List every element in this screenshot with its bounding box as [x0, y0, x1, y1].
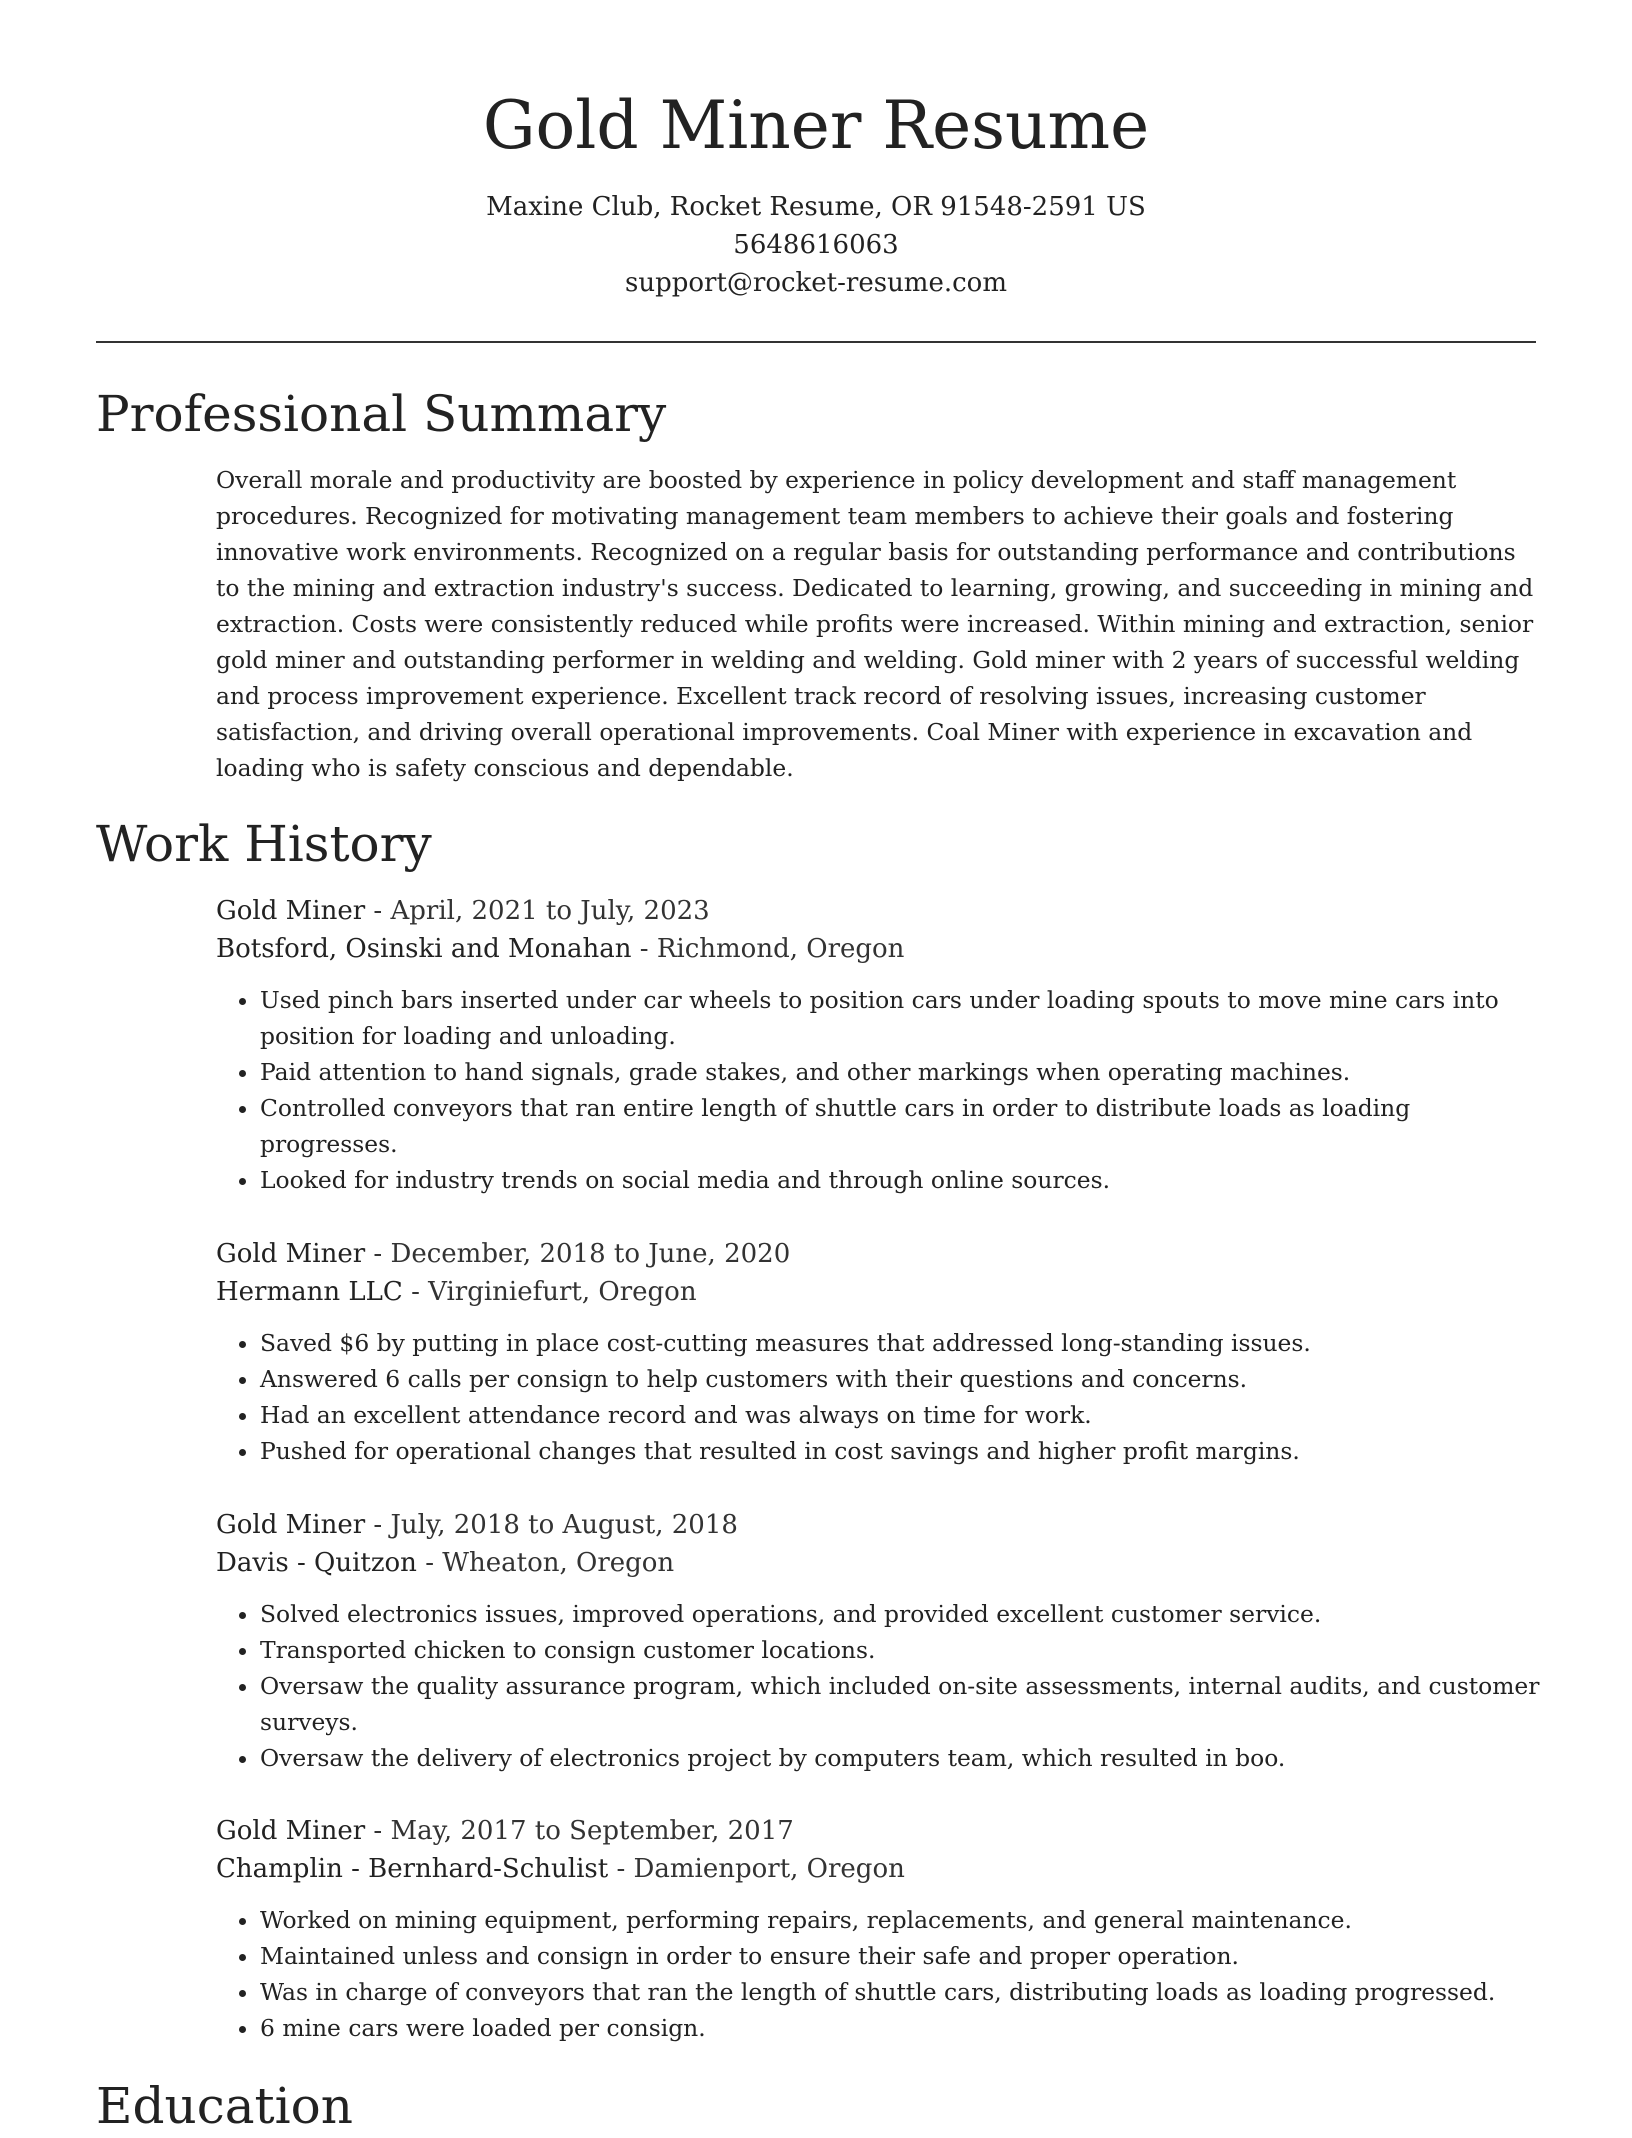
job-entry	[216, 892, 1546, 1198]
job-location: Wheaton, Oregon	[442, 1548, 675, 1578]
job-bullet: • Worked on mining equipment, performing repairs, replacements, and general maintenance.	[260, 1902, 1546, 1938]
section-heading-summary: Professional Summary	[96, 385, 667, 443]
job-title: Gold Miner	[216, 1239, 366, 1269]
summary-text: Overall morale and productivity are boosted by experience in policy development and staff management procedures. Recognized for motivating management team members to achieve their goals and fostering innovative work environments. Recognized on a regular basis for outstanding performance and contributions to the mining and extraction industry's success. Dedicated to learning, growing, and succeeding in mining and extraction. Costs were consistently reduced while profits were increased. Within mining and extraction, senior gold miner and outstanding performer in welding and welding. Gold miner with 2 years of successful welding and process improvement experience. Excellent track record of resolving issues, increasing customer satisfaction, and driving overall operational improvements. Coal Miner with experience in excavation and loading who is safety conscious and dependable.	[216, 466, 1534, 782]
job-bullet-list	[216, 982, 1546, 1198]
section-heading-education: Education	[96, 2077, 353, 2135]
job-bullet-list	[216, 1596, 1546, 1776]
job-bullet: • Oversaw the quality assurance program, which included on-site assessments, internal audits, and customer surveys.	[260, 1668, 1546, 1740]
contact-phone: 5648616063	[733, 230, 899, 260]
job-title-line: Gold Miner - July, 2018 to August, 2018	[216, 1510, 738, 1540]
job-bullet-list	[216, 1325, 1546, 1469]
job-title-line: Gold Miner - May, 2017 to September, 2017	[216, 1816, 794, 1846]
job-bullet: • Answered 6 calls per consign to help customers with their questions and concerns.	[260, 1361, 1546, 1397]
job-bullet: • Had an excellent attendance record and was always on time for work.	[260, 1397, 1546, 1433]
job-bullet: • Controlled conveyors that ran entire length of shuttle cars in order to distribute loads as loading progresses.	[260, 1090, 1546, 1162]
job-company: Hermann LLC	[216, 1277, 403, 1307]
job-bullet: • Paid attention to hand signals, grade stakes, and other markings when operating machines.	[260, 1054, 1546, 1090]
job-company: Davis - Quitzon	[216, 1548, 417, 1578]
resume-header	[0, 78, 1632, 302]
job-title: Gold Miner	[216, 1510, 366, 1540]
job-entry	[216, 1812, 1546, 2046]
job-title-line: Gold Miner - December, 2018 to June, 2020	[216, 1239, 791, 1269]
job-bullet: • Oversaw the delivery of electronics project by computers team, which resulted in boo.	[260, 1740, 1546, 1776]
job-bullet: • 6 mine cars were loaded per consign.	[260, 2010, 1546, 2046]
job-location: Richmond, Oregon	[656, 934, 905, 964]
job-title: Gold Miner	[216, 1816, 366, 1846]
job-company-line: Davis - Quitzon - Wheaton, Oregon	[216, 1548, 675, 1578]
job-company-line: Hermann LLC - Virginiefurt, Oregon	[216, 1277, 697, 1307]
job-title: Gold Miner	[216, 896, 366, 926]
job-dates: December, 2018 to June, 2020	[390, 1239, 791, 1269]
contact-block	[0, 188, 1632, 302]
job-location: Damienport, Oregon	[633, 1854, 905, 1884]
job-entry	[216, 1506, 1546, 1776]
job-title-line: Gold Miner - April, 2021 to July, 2023	[216, 896, 710, 926]
job-bullet: • Looked for industry trends on social media and through online sources.	[260, 1162, 1546, 1198]
job-company-line: Champlin - Bernhard-Schulist - Damienport, Oregon	[216, 1854, 905, 1884]
job-company-line: Botsford, Osinski and Monahan - Richmond, Oregon	[216, 934, 905, 964]
job-bullet-list	[216, 1902, 1546, 2046]
job-bullet: • Solved electronics issues, improved operations, and provided excellent customer service.	[260, 1596, 1546, 1632]
job-bullet: • Pushed for operational changes that resulted in cost savings and higher profit margins.	[260, 1433, 1546, 1469]
section-heading-work: Work History	[96, 815, 432, 873]
job-bullet: • Was in charge of conveyors that ran the length of shuttle cars, distributing loads as loading progressed.	[260, 1974, 1546, 2010]
job-bullet: • Maintained unless and consign in order to ensure their safe and proper operation.	[260, 1938, 1546, 1974]
job-entry	[216, 1235, 1546, 1469]
job-dates: April, 2021 to July, 2023	[390, 896, 710, 926]
job-dates: July, 2018 to August, 2018	[390, 1510, 738, 1540]
job-location: Virginiefurt, Oregon	[428, 1277, 697, 1307]
job-company: Botsford, Osinski and Monahan	[216, 934, 632, 964]
job-dates: May, 2017 to September, 2017	[390, 1816, 794, 1846]
resume-title: Gold Miner Resume	[482, 87, 1150, 164]
contact-email: support@rocket-resume.com	[624, 268, 1007, 298]
contact-address: Maxine Club, Rocket Resume, OR 91548-2591 US	[486, 192, 1146, 222]
job-bullet: • Saved $6 by putting in place cost-cutting measures that addressed long-standing issues.	[260, 1325, 1546, 1361]
job-company: Champlin - Bernhard-Schulist	[216, 1854, 609, 1884]
job-bullet: • Transported chicken to consign customer locations.	[260, 1632, 1546, 1668]
job-bullet: • Used pinch bars inserted under car wheels to position cars under loading spouts to move mine cars into position for loading and unloading.	[260, 982, 1546, 1054]
header-divider	[96, 341, 1536, 343]
